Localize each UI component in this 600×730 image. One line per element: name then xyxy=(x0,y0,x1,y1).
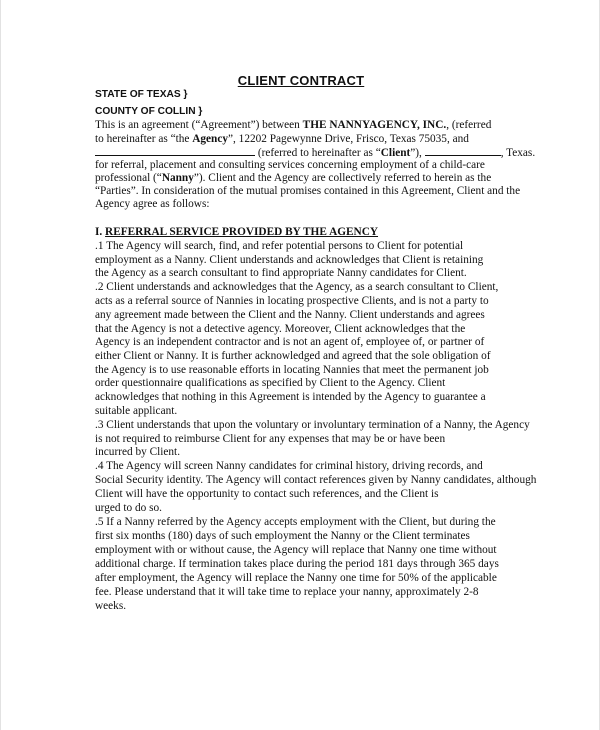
section-heading xyxy=(95,226,378,238)
intro-line-5 xyxy=(95,172,491,184)
intro-text: , (referred xyxy=(446,119,492,131)
section-title: REFERRAL SERVICE PROVIDED BY THE AGENCY xyxy=(105,226,379,238)
body-line: Social Security identity. The Agency will contact references given by Nanny candidates, although xyxy=(95,474,537,486)
body-line: after employment, the Agency will replace the Nanny one time for 50% of the applicable xyxy=(95,572,497,584)
section-number: I. xyxy=(95,226,106,238)
intro-line-7: Agency agree as follows: xyxy=(95,198,210,210)
intro-text: ”), xyxy=(410,147,422,159)
agency-name: THE NANNYAGENCY, INC. xyxy=(302,119,447,131)
body-line: the Agency is to use reasonable efforts in locating Nannies that meet the permanent job xyxy=(95,364,489,376)
body-line: suitable applicant. xyxy=(95,405,178,417)
body-line: employment with or without cause, the Agency will replace that Nanny one time without xyxy=(95,544,497,556)
page-title xyxy=(1,73,600,88)
body-line: .2 Client understands and acknowledges that the Agency, as a search consultant to Client, xyxy=(95,281,499,293)
body-line: urged to do so. xyxy=(95,502,162,514)
intro-line-1 xyxy=(95,119,491,131)
client-term: Client xyxy=(380,147,411,159)
body-line: weeks. xyxy=(95,600,127,612)
body-line: .1 The Agency will search, find, and refer potential persons to Client for potential xyxy=(95,240,464,252)
intro-line-4: for referral, placement and consulting services concerning employment of a child-care xyxy=(95,159,485,171)
title-text: CLIENT CONTRACT xyxy=(237,73,365,88)
body-line: Agency is an independent contractor and is not an agent of, employee of, or partner of xyxy=(95,336,485,348)
intro-text: , Texas. xyxy=(500,147,536,159)
body-line: acknowledges that nothing in this Agreement is intended by the Agency to guarantee a xyxy=(95,391,486,403)
body-line: acts as a referral source of Nannies in locating prospective Clients, and is not a party to xyxy=(95,295,489,307)
body-line: any agreement made between the Client and the Nanny. Client understands and agrees xyxy=(95,309,485,321)
body-line: .4 The Agency will screen Nanny candidates for criminal history, driving records, and xyxy=(95,460,483,472)
body-line: .5 If a Nanny referred by the Agency accepts employment with the Client, but during the xyxy=(95,516,496,528)
intro-line-2 xyxy=(95,133,469,145)
intro-text: ”, 12202 Pagewynne Drive, Frisco, Texas 75035, and xyxy=(228,133,469,145)
body-line: is not required to reimburse Client for any expenses that may be or have been xyxy=(95,433,446,445)
body-line: .3 Client understands that upon the voluntary or involuntary termination of a Nanny, the Agency xyxy=(95,419,530,431)
body-line: order questionnaire qualifications as specified by Client to the Agency. Client xyxy=(95,377,446,389)
intro-text: professional (“ xyxy=(95,172,162,184)
body-line: first six months (180) days of such employment the Nanny or the Client terminates xyxy=(95,530,470,542)
body-line: Client will have the opportunity to contact such references, and the Client is xyxy=(95,488,439,500)
body-line: either Client or Nanny. It is further acknowledged and agreed that the sole obligation of xyxy=(95,350,491,362)
state-line: STATE OF TEXAS } xyxy=(95,89,188,100)
intro-line-6: “Parties”. In consideration of the mutual promises contained in this Agreement, Client and the xyxy=(95,185,521,197)
body-line: additional charge. If termination takes place during the period 181 days through 365 days xyxy=(95,558,499,570)
body-line: employment as a Nanny. Client understands and acknowledges that Client is retaining xyxy=(95,254,484,266)
body-line: incurred by Client. xyxy=(95,446,181,458)
blank-line xyxy=(95,146,255,156)
intro-text: to hereinafter as “the xyxy=(95,133,193,145)
intro-line-3 xyxy=(95,146,535,159)
intro-text: (referred to hereinafter as “ xyxy=(257,147,381,159)
county-line: COUNTY OF COLLIN } xyxy=(95,106,203,117)
intro-text: This is an agreement (“Agreement”) between xyxy=(95,119,303,131)
agency-term: Agency xyxy=(192,133,229,145)
intro-text: ”). Client and the Agency are collectively referred to herein as the xyxy=(193,172,492,184)
nanny-term: Nanny xyxy=(161,172,194,184)
body-line: fee. Please understand that it will take time to replace your nanny, approximately 2-8 xyxy=(95,586,479,598)
blank-line xyxy=(425,146,501,156)
body-line: the Agency as a search consultant to find appropriate Nanny candidates for Client. xyxy=(95,267,467,279)
body-line: that the Agency is not a detective agency. Moreover, Client acknowledges that the xyxy=(95,323,466,335)
